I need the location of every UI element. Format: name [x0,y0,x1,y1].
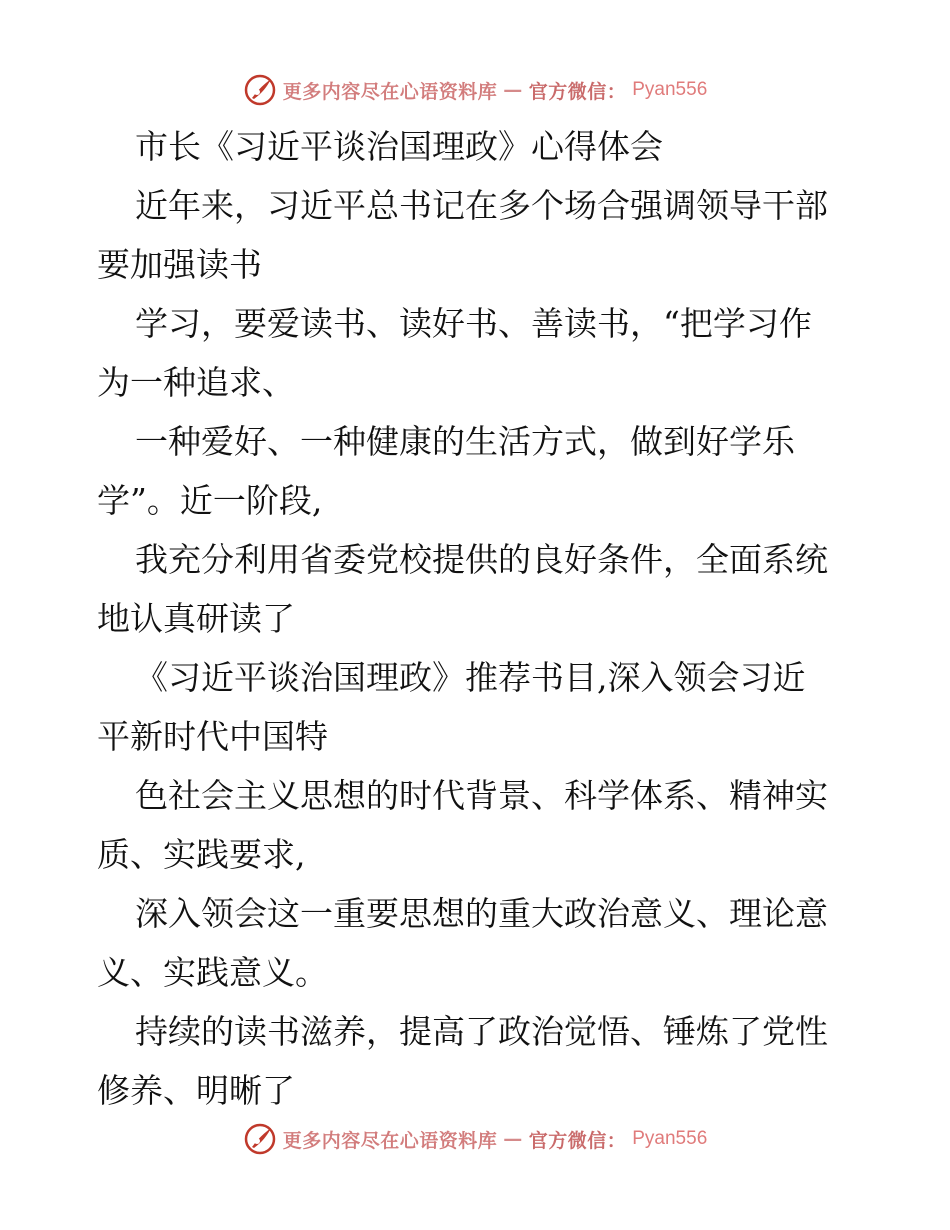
watermark-site-text: 更多内容尽在心语资料库 [282,1129,498,1152]
paragraph-line: 《习近平谈治国理政》推荐书目,深入领会习近 [135,658,806,697]
watermark-wechat-label: 官方微信： [528,80,627,103]
paragraph-line: 深入领会这一重要思想的重大政治意义、理论意 [135,894,828,933]
quill-logo-icon [243,73,277,107]
quill-logo-icon [243,1122,277,1156]
paragraph-line: 学习，要爱读书、读好书、善读书，“把学习作 [135,304,812,343]
watermark-dash: — [503,1128,523,1150]
paragraph-line: 平新时代中国特 [97,717,328,756]
paragraph-line: 近年来，习近平总书记在多个场合强调领导干部 [135,186,828,225]
watermark-site-text: 更多内容尽在心语资料库 [282,80,498,103]
paragraph-line: 色社会主义思想的时代背景、科学体系、精神实 [135,776,828,815]
paragraph-line: 质、实践要求, [97,835,306,874]
watermark-footer [0,1119,950,1159]
paragraph-line: 学”。近一阶段, [97,481,323,520]
watermark-wechat-label: 官方微信： [528,1129,627,1152]
paragraph-line: 地认真研读了 [97,599,295,638]
document-title: 市长《习近平谈治国理政》心得体会 [135,127,663,166]
paragraph-line: 持续的读书滋养，提高了政治觉悟、锤炼了党性 [135,1012,828,1051]
watermark-header [0,70,950,110]
watermark-wechat-id: Pyan556 [632,1128,708,1149]
paragraph-line: 一种爱好、一种健康的生活方式，做到好学乐 [135,422,795,461]
paragraph-line: 我充分利用省委党校提供的良好条件，全面系统 [135,540,828,579]
paragraph-line: 要加强读书 [97,245,262,284]
paragraph-line: 修养、明晰了 [97,1071,295,1110]
watermark-dash: — [503,79,523,101]
paragraph-line: 为一种追求、 [97,363,295,402]
paragraph-line: 义、实践意义。 [97,953,328,992]
watermark-wechat-id: Pyan556 [632,79,708,100]
document-body [97,117,857,1120]
